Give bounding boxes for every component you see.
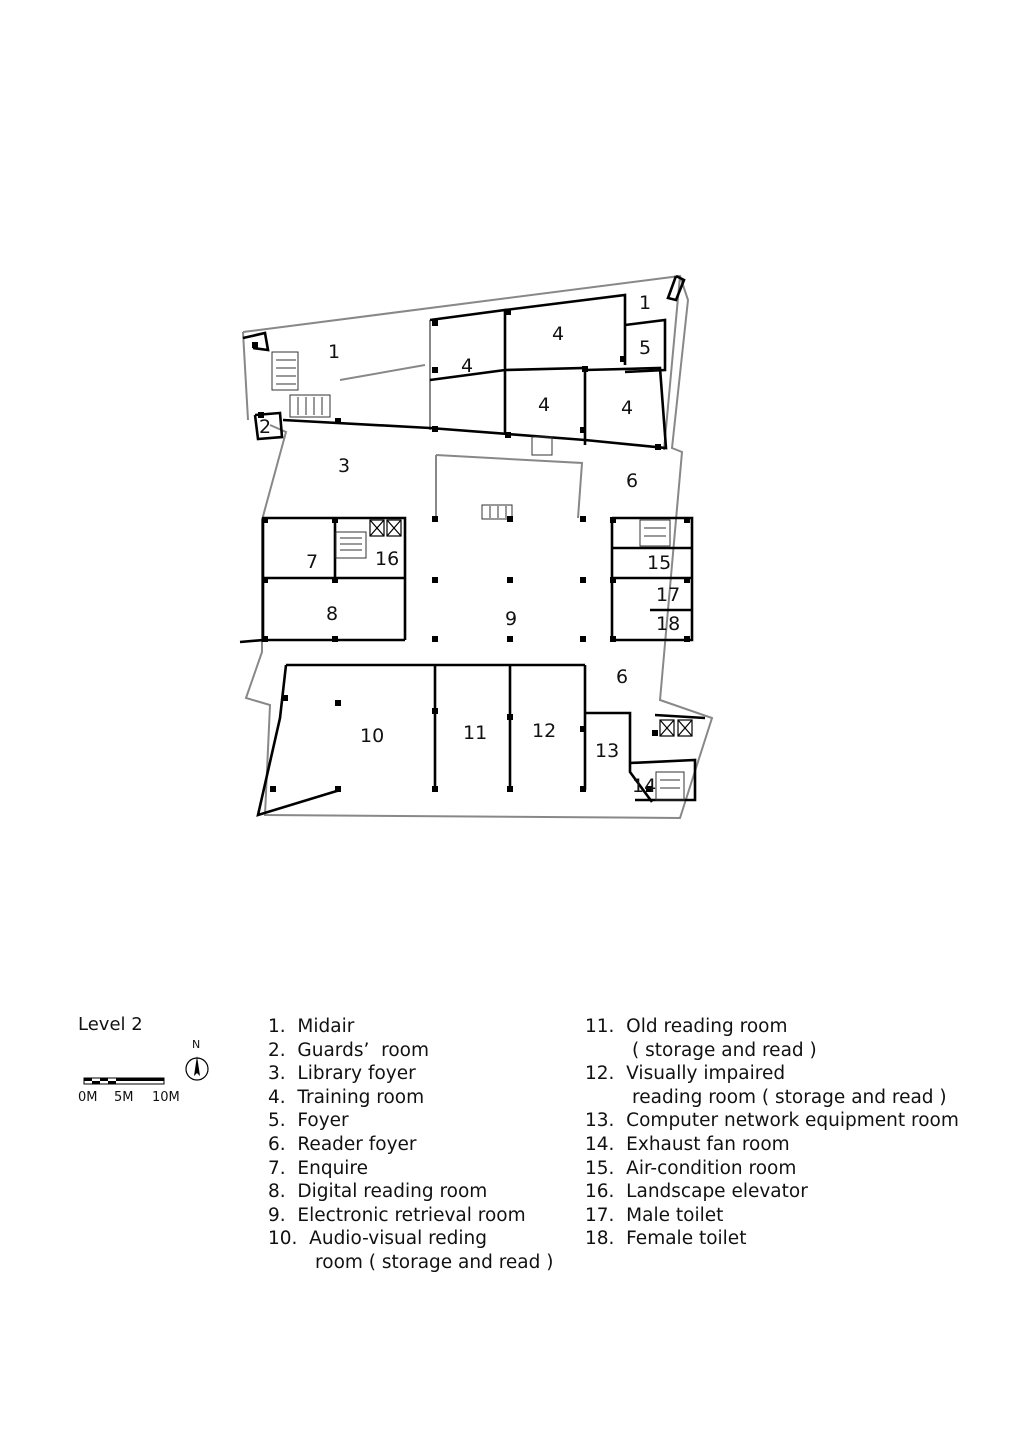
room-label: 7 [306, 551, 319, 573]
scale-label: 10M [152, 1090, 180, 1105]
room-label: 16 [375, 548, 400, 570]
legend-item: 7. Enquire [268, 1157, 369, 1179]
legend-item: 18. Female toilet [585, 1228, 747, 1250]
room-label: 4 [461, 355, 474, 377]
room-label: 11 [463, 722, 488, 744]
legend-item: 13. Computer network equipment room [585, 1110, 959, 1132]
room-label: 17 [656, 584, 681, 606]
legend-item: 9. Electronic retrieval room [268, 1204, 526, 1226]
legend-item: 5. Foyer [268, 1110, 349, 1132]
legend-item: 12. Visually impaired [585, 1063, 786, 1085]
legend-item: 2. Guards’ room [268, 1039, 429, 1061]
room-label: 15 [647, 552, 672, 574]
room-label: 2 [259, 416, 272, 438]
legend-item: 4. Training room [268, 1086, 425, 1108]
legend-item: 6. Reader foyer [268, 1133, 417, 1155]
legend-item: 17. Male toilet [585, 1204, 724, 1226]
legend-item: reading room ( storage and read ) [585, 1086, 947, 1108]
legend-item: room ( storage and read ) [268, 1251, 554, 1273]
legend-item: 16. Landscape elevator [585, 1181, 808, 1203]
legend-column-2 [585, 1015, 959, 1251]
north-arrow-icon [182, 1040, 212, 1084]
room-label: 18 [656, 613, 681, 635]
room-label: 4 [552, 323, 565, 345]
legend-column-1 [268, 1015, 554, 1275]
room-label: 13 [595, 740, 620, 762]
room-label: 12 [532, 720, 557, 742]
legend-item: 3. Library foyer [268, 1063, 416, 1085]
legend-item: 15. Air-condition room [585, 1157, 797, 1179]
room-label: 6 [616, 666, 629, 688]
room-label: 5 [639, 337, 652, 359]
room-label: 3 [338, 455, 351, 477]
level-title: Level 2 [78, 1014, 143, 1035]
north-label: N [192, 1038, 201, 1051]
legend-item: 8. Digital reading room [268, 1181, 488, 1203]
room-label: 1 [639, 292, 652, 314]
room-label: 4 [538, 394, 551, 416]
legend-item: 14. Exhaust fan room [585, 1133, 790, 1155]
elevators [370, 520, 692, 736]
room-label: 1 [328, 341, 341, 363]
room-label: 9 [505, 608, 518, 630]
legend-item: 10. Audio-visual reding [268, 1228, 488, 1250]
room-label: 6 [626, 470, 639, 492]
legend-item: 11. Old reading room [585, 1016, 788, 1037]
room-labels [259, 292, 680, 797]
room-label: 8 [326, 603, 339, 625]
room-label: 14 [632, 775, 657, 797]
legend-item: 1. Midair [268, 1016, 355, 1037]
scale-label: 0M [78, 1090, 98, 1105]
room-label: 10 [360, 725, 385, 747]
legend-item: ( storage and read ) [585, 1039, 817, 1061]
room-label: 4 [621, 397, 634, 419]
scale-label: 5M [114, 1090, 134, 1105]
